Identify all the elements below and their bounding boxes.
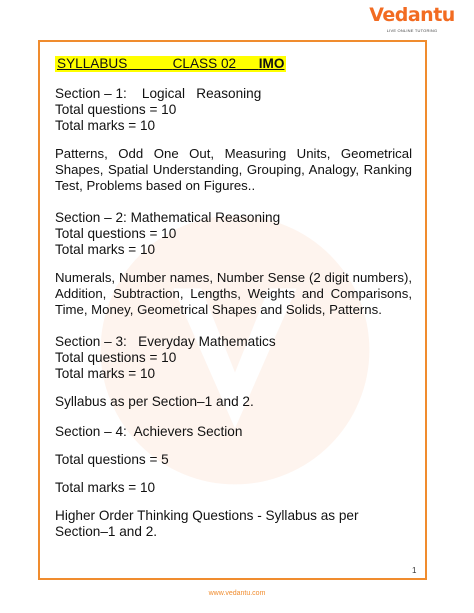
page-title bbox=[55, 56, 286, 72]
section-3-topics: Syllabus as per Section–1 and 2. bbox=[55, 394, 254, 409]
logo-text: Vedantu bbox=[369, 4, 455, 26]
section-4-marks: Total marks = 10 bbox=[55, 480, 156, 495]
section-title: Section – 3: Everyday Mathematics bbox=[55, 334, 276, 349]
page-number: 1 bbox=[412, 566, 417, 575]
section-4-title: Section – 4: Achievers Section bbox=[55, 424, 243, 439]
section-questions: Total questions = 10 bbox=[55, 102, 177, 117]
section-1 bbox=[55, 86, 412, 134]
footer-url: www.vedantu.com bbox=[208, 590, 266, 597]
section-3 bbox=[55, 334, 412, 382]
section-title: Section – 2: Mathematical Reasoning bbox=[55, 210, 281, 225]
title-class: CLASS 02 bbox=[172, 56, 237, 71]
section-marks: Total marks = 10 bbox=[55, 242, 156, 257]
section-1-topics: Patterns, Odd One Out, Measuring Units, Geometrical Shapes, Spatial Understanding, Grouping, Analogy, Ranking Test, Problems based on Figures.. bbox=[55, 146, 412, 193]
logo-tagline: LIVE ONLINE TUTORING bbox=[386, 28, 438, 33]
section-2-topics: Numerals, Number names, Number Sense (2 digit numbers), Addition, Subtraction, Lengths, Weights and Comparisons, Time, Money, Geometrical Shapes and Solids, Patterns. bbox=[55, 270, 412, 317]
section-title: Section – 1: Logical Reasoning bbox=[55, 86, 262, 101]
section-marks: Total marks = 10 bbox=[55, 366, 156, 381]
title-exam: IMO bbox=[258, 56, 285, 71]
title-syllabus: SYLLABUS bbox=[57, 56, 128, 71]
section-4-questions: Total questions = 5 bbox=[55, 452, 169, 467]
section-2 bbox=[55, 210, 412, 258]
section-4-topics: Higher Order Thinking Questions - Syllabus as per Section–1 and 2. bbox=[55, 508, 359, 539]
syllabus-content bbox=[55, 56, 412, 540]
section-questions: Total questions = 10 bbox=[55, 226, 177, 241]
section-marks: Total marks = 10 bbox=[55, 118, 156, 133]
section-questions: Total questions = 10 bbox=[55, 350, 177, 365]
vedantu-logo bbox=[362, 4, 462, 38]
